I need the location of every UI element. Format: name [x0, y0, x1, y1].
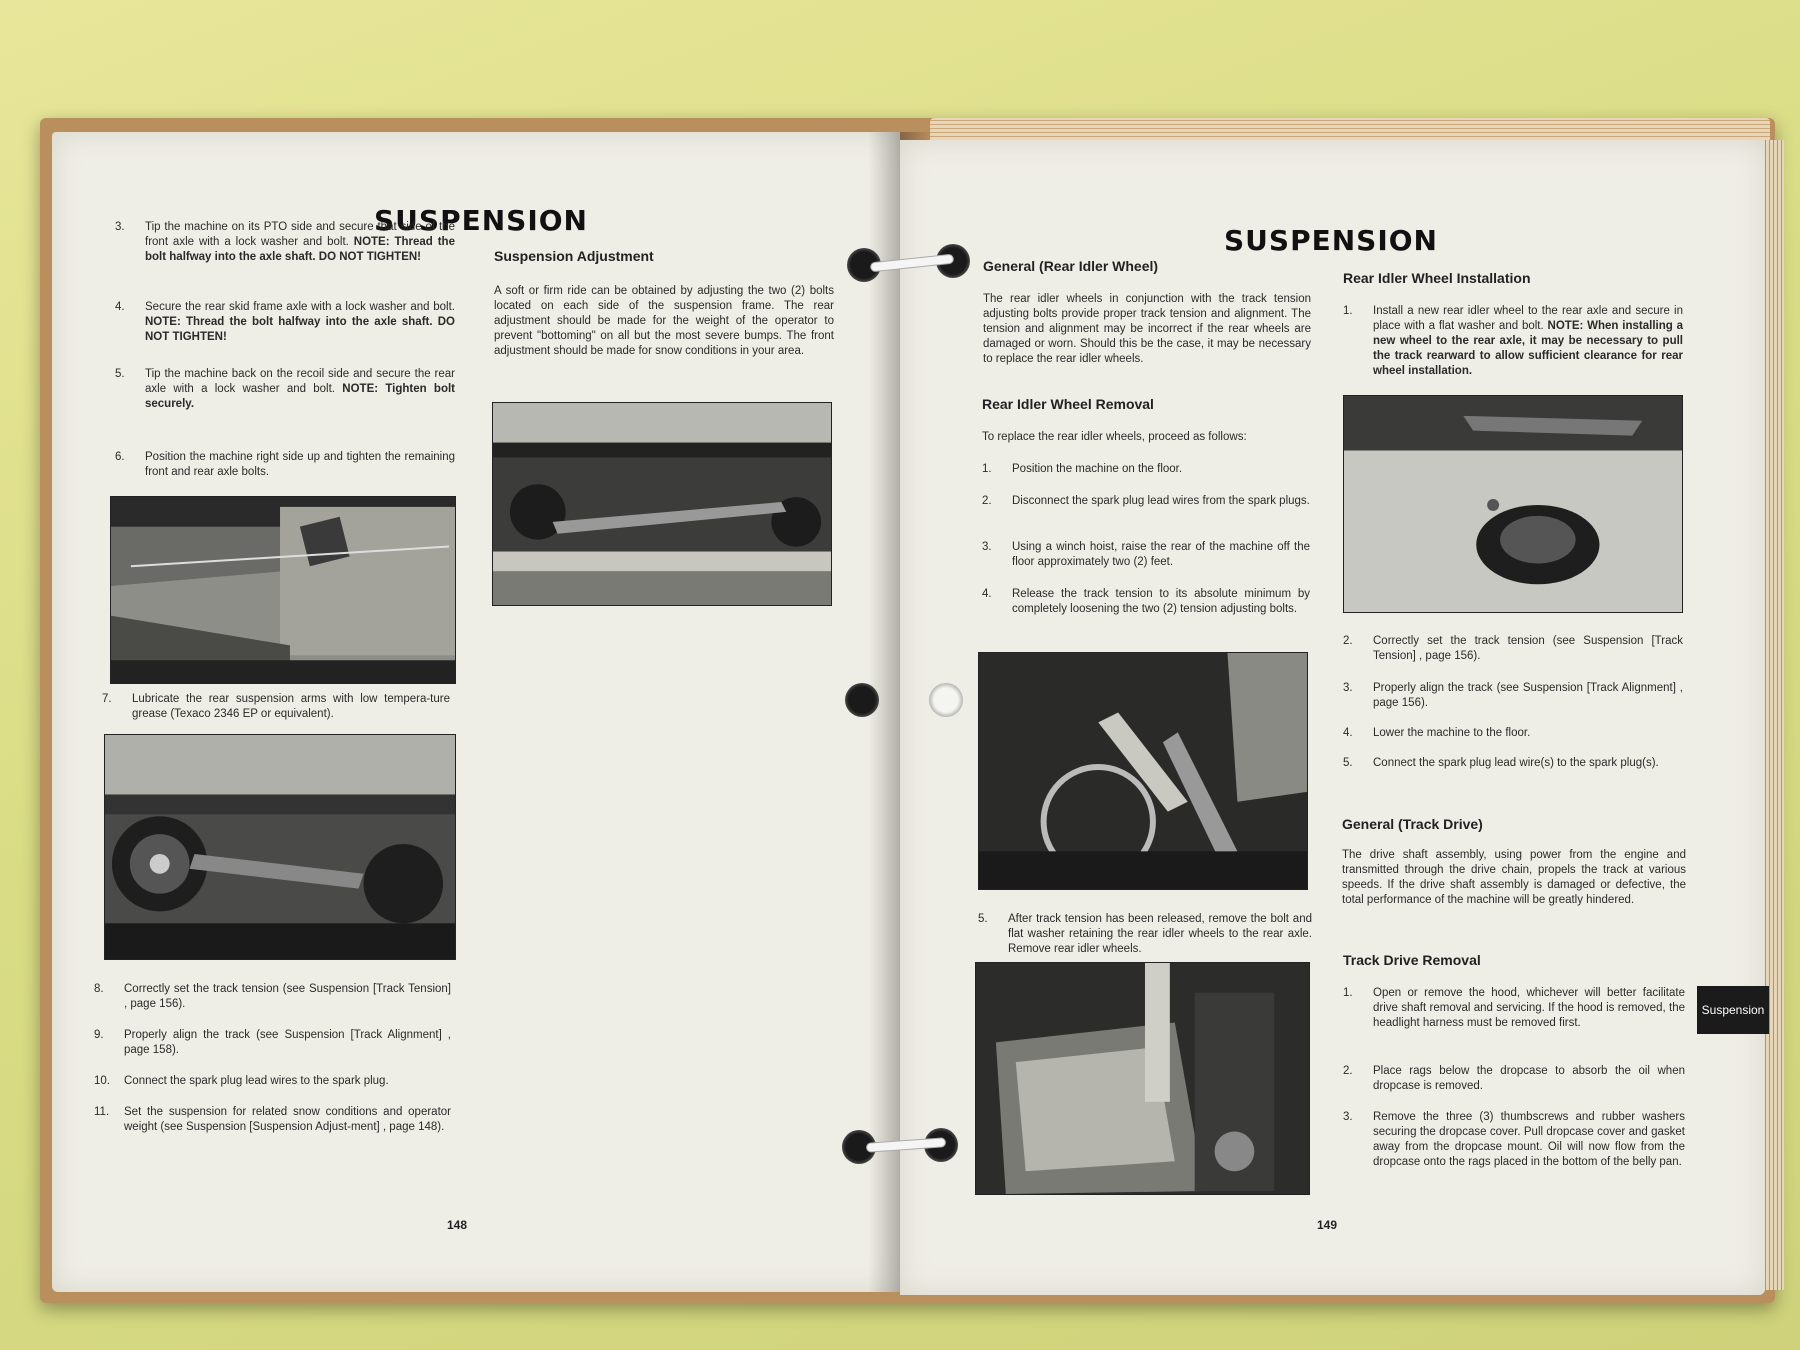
step-number: 8. — [94, 983, 104, 995]
step-text: After track tension has been released, remove the bolt and flat washer retaining the rear idler wheels to the rear axle. Remove rear idler wheels. — [1008, 913, 1312, 955]
removal-step-3 — [982, 540, 1310, 570]
step-7 — [102, 692, 450, 722]
step-number: 4. — [115, 301, 125, 313]
step-number: 3. — [982, 541, 992, 553]
step-text: Connect the spark plug lead wire(s) to the spark plug(s). — [1373, 757, 1659, 769]
step-6 — [115, 450, 455, 480]
step-text: Position the machine on the floor. — [1012, 463, 1183, 475]
step-number: 6. — [115, 451, 125, 463]
step-text: Properly align the track (see Suspension [Track Alignment] , page 158). — [124, 1029, 451, 1056]
step-number: 1. — [982, 463, 992, 475]
step-text: Connect the spark plug lead wires to the spark plug. — [124, 1075, 389, 1087]
step-number: 2. — [982, 495, 992, 507]
step-text: Tip the machine on its PTO side and secure that side of the front axle with a lock washer and bolt. — [145, 221, 455, 248]
installation-step-1 — [1343, 304, 1683, 379]
step-note: NOTE: Thread the bolt halfway into the axle shaft. DO NOT TIGHTEN! — [145, 316, 455, 343]
step-number: 1. — [1343, 305, 1353, 317]
step-number: 10. — [94, 1075, 110, 1087]
binder-hole-middle-right — [929, 683, 963, 717]
right-page — [900, 140, 1765, 1295]
step-number: 9. — [94, 1029, 104, 1041]
step-text: Correctly set the track tension (see Suspension [Track Tension] , page 156). — [1373, 635, 1683, 662]
step-text: Set the suspension for related snow conditions and operator weight (see Suspension [Suspension Adjust-ment] , page 148). — [124, 1106, 451, 1133]
step-10 — [94, 1074, 451, 1089]
step-text: Install a new rear idler wheel to the rear axle and secure in place with a flat washer and bolt. — [1373, 305, 1683, 332]
section-heading-track-drive-removal: Track Drive Removal — [1343, 952, 1481, 968]
step-number: 5. — [115, 368, 125, 380]
photo-rear-suspension-arms — [104, 734, 456, 960]
step-5 — [115, 367, 455, 412]
section-heading-rear-idler-removal: Rear Idler Wheel Removal — [982, 396, 1154, 412]
step-number: 4. — [1343, 727, 1353, 739]
removal-intro-text: To replace the rear idler wheels, proceed as follows: — [982, 431, 1247, 443]
track-removal-step-2 — [1343, 1064, 1685, 1094]
removal-step-2 — [982, 494, 1310, 509]
step-text: Release the track tension to its absolute minimum by completely loosening the two (2) tension adjusting bolts. — [1012, 588, 1310, 615]
step-text: Using a winch hoist, raise the rear of the machine off the floor approximately two (2) feet. — [1012, 541, 1310, 568]
step-text: Disconnect the spark plug lead wires from the spark plugs. — [1012, 495, 1310, 507]
installation-step-5 — [1343, 756, 1683, 771]
removal-step-5 — [978, 912, 1312, 957]
step-text: Tip the machine back on the recoil side and secure the rear axle with a lock washer and bolt. — [145, 368, 455, 395]
step-text: Lubricate the rear suspension arms with low tempera-ture grease (Texaco 2346 EP or equivalent). — [132, 693, 450, 720]
step-text: Lower the machine to the floor. — [1373, 727, 1531, 739]
section-heading-general-rear-idler: General (Rear Idler Wheel) — [983, 258, 1159, 274]
page-title: SUSPENSION — [374, 204, 588, 237]
step-number: 3. — [1343, 1111, 1353, 1123]
step-4 — [115, 300, 455, 345]
photo-new-idler-wheel — [1343, 395, 1683, 613]
section-heading-suspension-adjustment: Suspension Adjustment — [494, 248, 654, 264]
step-number: 2. — [1343, 635, 1353, 647]
removal-step-4 — [982, 587, 1310, 617]
step-number: 3. — [1343, 682, 1353, 694]
step-note: NOTE: Tighten bolt securely. — [145, 383, 455, 410]
general-track-drive-text: The drive shaft assembly, using power from the engine and transmitted through the drive chain, propels the track at various speeds. If the drive shaft assembly is damaged or defective, the total performance of the machine will be greatly hindered. — [1342, 849, 1686, 906]
step-number: 4. — [982, 588, 992, 600]
photo-winch-hoist — [978, 652, 1308, 890]
left-page — [52, 132, 900, 1292]
section-heading-general-track-drive: General (Track Drive) — [1342, 816, 1483, 832]
binder-hole-middle-left — [845, 683, 879, 717]
page-number: 149 — [1317, 1218, 1338, 1232]
installation-step-2 — [1343, 634, 1683, 664]
track-removal-step-3 — [1343, 1110, 1685, 1170]
step-number: 5. — [978, 913, 988, 925]
suspension-adjustment-text: A soft or firm ride can be obtained by adjusting the two (2) bolts located on each side of the suspension frame. The rear adjustment should be made for the weight of the operator to prevent "bottoming" on all but the most severe bumps. The front adjustment should be made for snow conditions in your area. — [494, 285, 834, 357]
step-text: Position the machine right side up and tighten the remaining front and rear axle bolts. — [145, 451, 455, 478]
step-text: Open or remove the hood, whichever will better facilitate drive shaft removal and servicing. If the hood is removed, the headlight harness must be removed first. — [1373, 987, 1685, 1029]
step-note: NOTE: When installing a new wheel to the rear axle, it may be necessary to pull the track rearward to allow sufficient clearance for rear wheel installation. — [1373, 320, 1683, 377]
step-3 — [115, 220, 455, 265]
step-8 — [94, 982, 451, 1012]
step-number: 1. — [1343, 987, 1353, 999]
page-number: 148 — [447, 1218, 468, 1232]
removal-step-1 — [982, 462, 1310, 477]
step-number: 5. — [1343, 757, 1353, 769]
installation-step-3 — [1343, 681, 1683, 711]
general-rear-idler-text: The rear idler wheels in conjunction with the track tension adjusting bolts provide proper track tension and alignment. The tension and alignment may be incorrect if the rear wheels are damaged or worn. Should this be the case, it may be necessary to replace the rear idler wheels. — [983, 293, 1311, 365]
step-number: 11. — [94, 1106, 110, 1118]
photo-rear-idler-removed — [975, 962, 1310, 1195]
section-tab-suspension[interactable]: Suspension — [1697, 986, 1769, 1034]
step-text: Properly align the track (see Suspension [Track Alignment] , page 156). — [1373, 682, 1683, 709]
page-edge-right — [1762, 140, 1784, 1290]
section-heading-rear-idler-installation: Rear Idler Wheel Installation — [1343, 270, 1531, 286]
step-9 — [94, 1028, 451, 1058]
photo-suspension-frame — [492, 402, 832, 606]
step-number: 2. — [1343, 1065, 1353, 1077]
step-number: 7. — [102, 693, 112, 705]
page-title: SUSPENSION — [1224, 224, 1438, 257]
photo-skid-frame-side — [110, 496, 456, 684]
step-11 — [94, 1105, 451, 1135]
step-text: Secure the rear skid frame axle with a lock washer and bolt. — [145, 301, 455, 313]
installation-step-4 — [1343, 726, 1683, 741]
step-text: Place rags below the dropcase to absorb the oil when dropcase is removed. — [1373, 1065, 1685, 1092]
step-number: 3. — [115, 221, 125, 233]
step-note: NOTE: Thread the bolt halfway into the axle shaft. DO NOT TIGHTEN! — [145, 236, 455, 263]
step-text: Remove the three (3) thumbscrews and rubber washers securing the dropcase cover. Pull dropcase cover and gasket away from the dropcase mount. Oil will now flow from the dropcase onto the rags placed in the bottom of the belly pan. — [1373, 1111, 1685, 1168]
track-removal-step-1 — [1343, 986, 1685, 1031]
step-text: Correctly set the track tension (see Suspension [Track Tension] , page 156). — [124, 983, 451, 1010]
